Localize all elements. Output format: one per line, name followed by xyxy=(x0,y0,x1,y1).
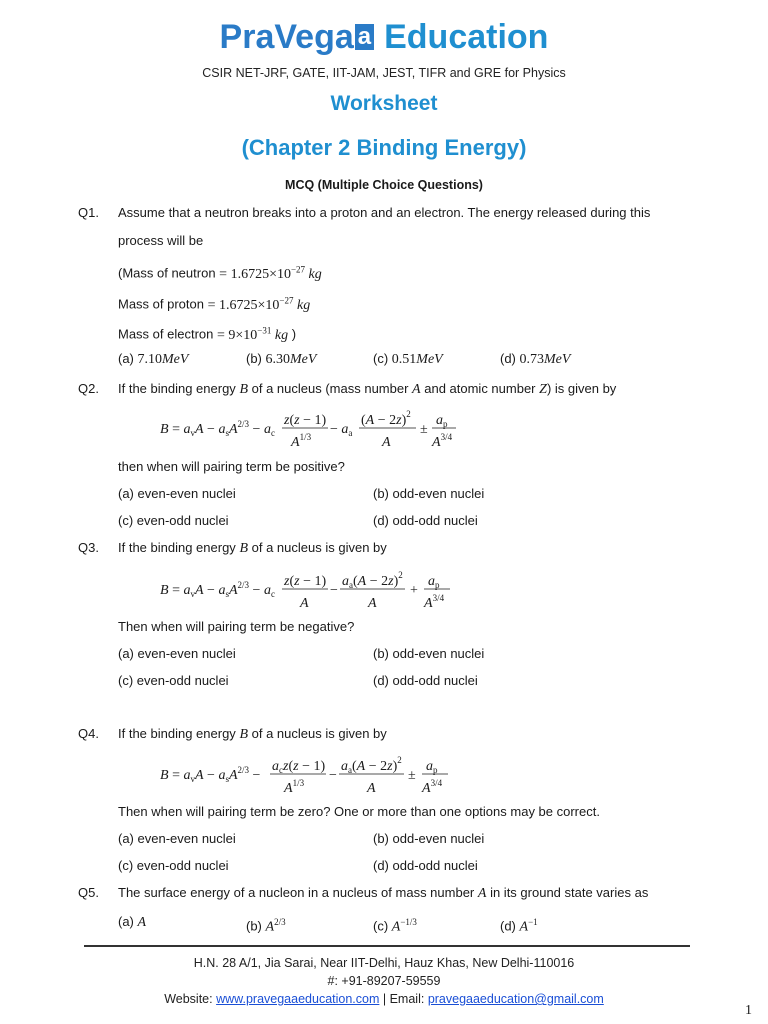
q5-symbol-a: A xyxy=(477,886,487,901)
svg-text:ap: $a_p$ xyxy=(428,574,440,590)
svg-text:A3/4: $A^{3/4}$ xyxy=(432,432,453,450)
q2-text-part4: ) is given by xyxy=(546,381,617,396)
svg-text:A1/3: $A^{1/3}$ xyxy=(284,778,305,796)
q3-option-b[interactable]: (b) odd-even nuclei xyxy=(373,646,485,661)
q5-option-d-label: (d) xyxy=(500,918,516,934)
q4-followup: Then when will pairing term be zero? One or more than one options may be correct. xyxy=(118,804,600,819)
svg-text:−: − xyxy=(329,768,337,783)
q5-number: Q5. xyxy=(78,885,99,900)
brand-logo xyxy=(0,18,768,57)
q2-symbol-z: Z xyxy=(539,382,547,397)
q1-text-line1: Assume that a neutron breaks into a proton and an electron. The energy released during this xyxy=(118,205,651,220)
q1-option-b-value: 6.30 xyxy=(265,352,291,367)
q4-symbol-b: B xyxy=(239,727,248,742)
q5-option-c-label: (c) xyxy=(373,918,389,934)
q1-proton-value xyxy=(207,295,311,313)
q5-option-b-exponent: 2/3 xyxy=(274,917,286,927)
q2-option-d[interactable]: (d) odd-odd nuclei xyxy=(373,513,478,528)
q2-text-part1: If the binding energy xyxy=(118,381,236,396)
q1-neutron-unit: kg xyxy=(308,266,322,282)
q4-option-d[interactable]: (d) odd-odd nuclei xyxy=(373,858,478,873)
svg-text:A: A xyxy=(382,435,391,450)
svg-text:aa(A − 2z)2: $a_a(A - 2z)^2$ xyxy=(342,570,403,590)
svg-text:±: ± xyxy=(408,768,416,783)
brand-name-part2: Vega xyxy=(274,18,354,56)
q5-option-b-label: (b) xyxy=(246,918,262,934)
q5-option-a-expr: A xyxy=(137,915,147,930)
q1-electron-value xyxy=(217,325,289,343)
q1-electron-exponent: −31 xyxy=(257,325,272,335)
svg-text:±: ± xyxy=(420,422,428,437)
q1-proton-mass xyxy=(118,292,310,314)
q3-text-part2: of a nucleus is given by xyxy=(251,540,387,555)
q1-proton-unit: kg xyxy=(297,297,311,313)
svg-text:A3/4: $A^{3/4}$ xyxy=(422,778,443,796)
q1-number: Q1. xyxy=(78,205,99,220)
q1-electron-label: Mass of electron xyxy=(118,326,214,342)
page-number: 1 xyxy=(745,1003,752,1018)
q2-option-a[interactable]: (a) even-even nuclei xyxy=(118,486,236,501)
svg-text:B = avA − asA2/3 −: $B = a_vA - a_sA^{2/3}$ − xyxy=(160,765,261,784)
svg-text:− aa: − $a_a$ xyxy=(330,422,353,438)
q1-option-d-value: 0.73 xyxy=(519,352,545,367)
q1-option-d[interactable] xyxy=(500,351,570,368)
q3-formula xyxy=(160,564,460,614)
q3-option-d[interactable]: (d) odd-odd nuclei xyxy=(373,673,478,688)
chapter-title: (Chapter 2 Binding Energy) xyxy=(241,135,527,160)
q1-neutron-label: (Mass of neutron xyxy=(118,265,216,281)
q2-followup: then when will pairing term be positive? xyxy=(118,459,345,474)
q1-electron-unit: kg xyxy=(274,327,289,343)
q1-option-d-label: (d) xyxy=(500,351,516,366)
q2-text-part3: and atomic number xyxy=(424,381,536,396)
q1-option-b-unit: MeV xyxy=(290,352,317,367)
svg-text:A3/4: $A^{3/4}$ xyxy=(424,593,445,611)
tagline: CSIR NET-JRF, GATE, IIT-JAM, JEST, TIFR and GRE for Physics xyxy=(202,66,566,80)
q1-electron-mantissa: = 9×10 xyxy=(217,327,258,343)
q1-option-c-label: (c) xyxy=(373,351,389,366)
q1-electron-mass xyxy=(118,322,296,344)
q5-text-part2: in its ground state varies as xyxy=(490,885,649,900)
footer-website-link[interactable]: www.pravegaaeducation.com xyxy=(216,992,380,1006)
q4-text-part1: If the binding energy xyxy=(118,726,236,741)
svg-text:ap: $a_p$ xyxy=(436,413,448,429)
q3-number: Q3. xyxy=(78,540,99,555)
q1-option-c[interactable] xyxy=(373,351,443,368)
q1-proton-mantissa: = 1.6725×10 xyxy=(207,297,280,313)
q2-option-c[interactable]: (c) even-odd nuclei xyxy=(118,513,229,528)
footer-email-label: | Email: xyxy=(382,992,425,1006)
footer-divider xyxy=(84,945,690,947)
q2-option-b[interactable]: (b) odd-even nuclei xyxy=(373,486,485,501)
footer-contact xyxy=(0,992,768,1006)
q3-text-part1: If the binding energy xyxy=(118,540,236,555)
q1-neutron-value xyxy=(219,264,322,282)
svg-text:B = avA − asA2/3 − ac: $B = a_vA - a_sA^{2/3} - a_c$ xyxy=(160,419,275,438)
svg-text:ap: $a_p$ xyxy=(426,759,438,775)
q5-text-part1: The surface energy of a nucleon in a nucleus of mass number xyxy=(118,885,475,900)
brand-name-part3: a xyxy=(355,24,374,50)
brand-name-part1: Pra xyxy=(219,18,275,56)
q2-symbol-a: A xyxy=(412,382,421,397)
q5-question xyxy=(118,885,648,902)
svg-text:A: A xyxy=(368,596,377,611)
q5-option-a-label: (a) xyxy=(118,914,134,929)
svg-text:acz(z − 1): $a_cz(z - 1)$ xyxy=(272,759,326,775)
svg-text:A1/3: $A^{1/3}$ xyxy=(291,432,312,450)
q1-proton-exponent: −27 xyxy=(279,295,294,305)
q5-option-b-base: A xyxy=(265,919,275,935)
q2-text-part2: of a nucleus (mass number xyxy=(251,381,409,396)
q4-option-b[interactable]: (b) odd-even nuclei xyxy=(373,831,485,846)
q5-option-d[interactable] xyxy=(500,914,538,935)
q1-option-b[interactable] xyxy=(246,351,316,368)
q1-neutron-mantissa: = 1.6725×10 xyxy=(219,266,291,282)
q1-option-d-unit: MeV xyxy=(544,352,571,367)
q4-number: Q4. xyxy=(78,726,99,741)
q2-formula xyxy=(160,403,460,453)
q5-option-d-base: A xyxy=(519,919,529,935)
worksheet-title: Worksheet xyxy=(330,92,438,115)
q1-option-a-unit: MeV xyxy=(162,352,189,367)
footer-address: H.N. 28 A/1, Jia Sarai, Near IIT-Delhi, Hauz Khas, New Delhi-110016 xyxy=(193,956,575,970)
q1-option-a[interactable] xyxy=(118,351,188,368)
footer-phone: #: +91-89207-59559 xyxy=(327,974,441,988)
q5-option-b[interactable] xyxy=(246,914,286,935)
q3-followup: Then when will pairing term be negative? xyxy=(118,619,355,634)
q1-option-c-value: 0.51 xyxy=(391,352,417,367)
q5-option-d-exponent: −1 xyxy=(528,917,538,927)
brand-education: Education xyxy=(384,18,549,56)
q3-question xyxy=(118,540,387,557)
svg-text:aa(A − 2z)2: $a_a(A - 2z)^2$ xyxy=(341,755,402,775)
q3-symbol-b: B xyxy=(239,541,248,556)
q4-formula xyxy=(160,749,460,799)
q2-symbol-b: B xyxy=(239,382,248,397)
q4-text-part2: of a nucleus is given by xyxy=(251,726,387,741)
q4-option-a[interactable]: (a) even-even nuclei xyxy=(118,831,236,846)
q1-electron-close: ) xyxy=(291,326,297,342)
q1-option-a-value: 7.10 xyxy=(137,352,163,367)
svg-text:z(z − 1): z(z − 1) xyxy=(284,574,327,589)
svg-text:+: + xyxy=(410,583,418,598)
svg-text:z(z − 1): z(z − 1) xyxy=(284,413,327,428)
q5-option-c-exponent: −1/3 xyxy=(400,917,417,927)
q4-question xyxy=(118,726,387,743)
q1-option-c-unit: MeV xyxy=(416,352,443,367)
mcq-heading: MCQ (Multiple Choice Questions) xyxy=(285,178,483,192)
q1-option-b-label: (b) xyxy=(246,351,262,366)
svg-text:(A − 2z)2: $(A - 2z)^2$ xyxy=(361,409,411,428)
q3-option-c[interactable]: (c) even-odd nuclei xyxy=(118,673,229,688)
svg-text:−: − xyxy=(330,583,338,598)
q4-option-c[interactable]: (c) even-odd nuclei xyxy=(118,858,229,873)
footer-website-label: Website: xyxy=(164,992,213,1006)
q3-option-a[interactable]: (a) even-even nuclei xyxy=(118,646,236,661)
svg-text:A: A xyxy=(300,596,309,611)
q2-question xyxy=(118,381,616,398)
q5-option-a[interactable] xyxy=(118,914,146,931)
q2-number: Q2. xyxy=(78,381,99,396)
svg-text:A: A xyxy=(367,781,376,796)
q1-option-a-label: (a) xyxy=(118,351,134,366)
q5-option-c-base: A xyxy=(391,919,401,935)
footer-email-link[interactable]: pravegaaeducation@gmail.com xyxy=(427,992,604,1006)
svg-text:B = avA − asA2/3 − ac: $B = a_vA - a_sA^{2/3} - a_c$ xyxy=(160,580,275,599)
q1-neutron-mass xyxy=(118,261,322,283)
q5-option-c[interactable] xyxy=(373,914,417,935)
q1-neutron-exponent: −27 xyxy=(290,264,306,274)
q1-proton-label: Mass of proton xyxy=(118,296,204,312)
q1-text-line2: process will be xyxy=(118,233,204,248)
